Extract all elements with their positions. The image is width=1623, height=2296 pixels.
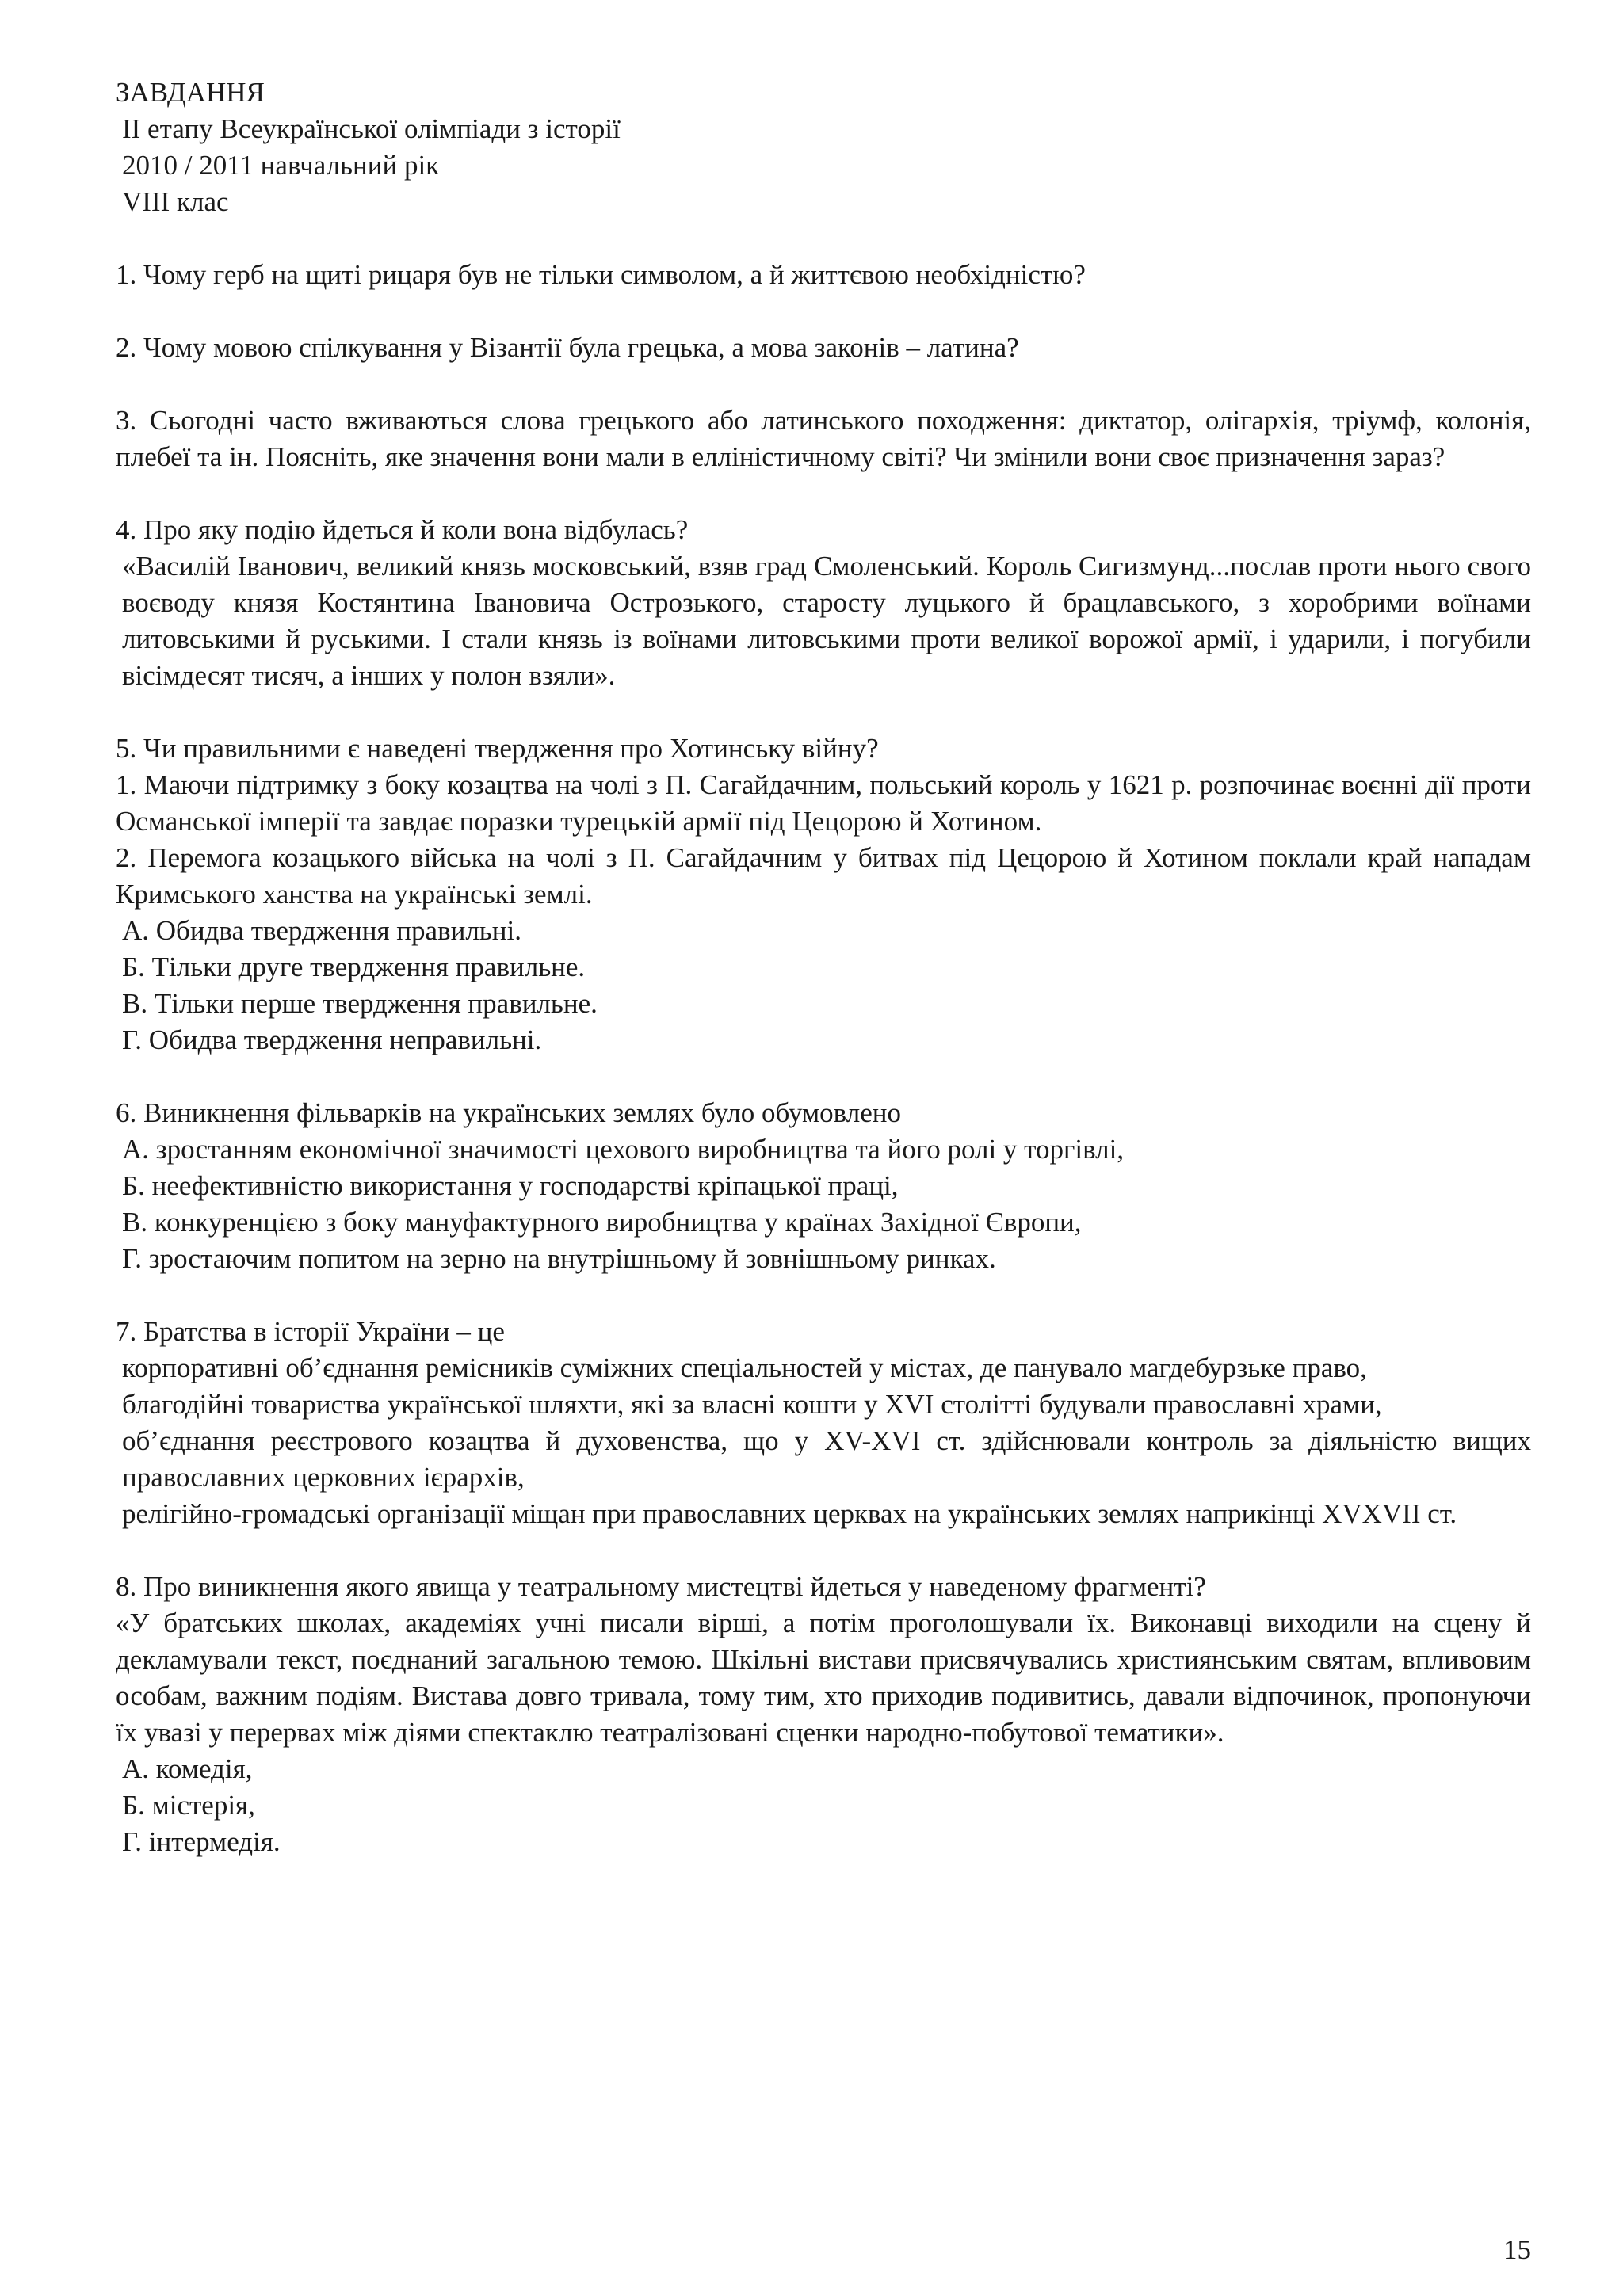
doc-title: ЗАВДАННЯ <box>116 77 265 108</box>
question-5-option: В. Тільки перше твердження правильне. <box>122 988 598 1019</box>
question-8-option: А. комедія, <box>122 1753 253 1784</box>
question-1: 1. Чому герб на щиті рицаря був не тільки символом, а й життєвою необхідністю? <box>116 259 1086 290</box>
question-7-option: релігійно-громадські організації міщан при православних церквах на українських землях наприкінці XVXVII ст. <box>122 1498 1457 1529</box>
question-5-option: Г. Обидва твердження неправильні. <box>122 1024 542 1055</box>
exam-page <box>116 74 1531 1860</box>
question-5-option: Б. Тільки друге твердження правильне. <box>122 952 586 982</box>
question-8-option: Г. інтермедія. <box>122 1826 281 1857</box>
question-5-statement-1: 1. Маючи підтримку з боку козацтва на чолі з П. Сагайдачним, польський король у 1621 р. розпочинає воєнні дії проти Османської імперії та завдає поразки турецькій армії під Цецорою й Хотином. <box>116 769 1531 837</box>
question-3: 3. Сьогодні часто вживаються слова грецького або латинського походження: диктатор, олігархія, тріумф, колонія, плебеї та ін. Поясніть, яке значення вони мали в елліністичному світі? Чи змінили вони своє призначення зараз? <box>116 405 1531 472</box>
question-7-option: об’єднання реєстрового козацтва й духовенства, що у XV-XVI ст. здійснювали контроль за діяльністю вищих православних церковних ієрархів, <box>122 1425 1531 1493</box>
question-4-quote: «Василій Іванович, великий князь московський, взяв град Смоленський. Король Сигизмунд...послав проти нього свого воєводу князя Костянтина Івановича Острозького, старосту луцького й брацлавського, з хоробрими воїнами литовськими й руськими. І стали князь із воїнами литовськими проти великої ворожої армії, і ударили, і погубили вісімдесят тисяч, а інших у полон взяли». <box>122 551 1531 691</box>
question-8: 8. Про виникнення якого явища у театральному мистецтві йдеться у наведеному фрагменті? <box>116 1571 1206 1602</box>
question-6-option: Г. зростаючим попитом на зерно на внутрішньому й зовнішньому ринках. <box>122 1243 996 1274</box>
question-5-option: А. Обидва твердження правильні. <box>122 915 521 946</box>
question-6-option: В. конкуренцією з боку мануфактурного виробництва у країнах Західної Європи, <box>122 1207 1082 1238</box>
doc-year: 2010 / 2011 навчальний рік <box>122 150 440 181</box>
page-number: 15 <box>1503 2234 1531 2265</box>
question-7: 7. Братства в історії України – це <box>116 1316 505 1347</box>
question-6-option: Б. неефективністю використання у господарстві кріпацької праці, <box>122 1170 899 1201</box>
question-2: 2. Чому мовою спілкування у Візантії була грецька, а мова законів – латина? <box>116 332 1019 363</box>
question-5: 5. Чи правильними є наведені твердження про Хотинську війну? <box>116 733 879 764</box>
question-7-option: корпоративні об’єднання ремісників суміжних спеціальностей у містах, де панувало магдебурзьке право, <box>122 1352 1367 1383</box>
doc-grade: VIII клас <box>122 186 229 217</box>
question-8-quote: «У братських школах, академіях учні писали вірші, а потім проголошували їх. Виконавці виходили на сцену й декламували текст, поєднаний загальною темою. Шкільні вистави присвячувались християнським святам, впливовим особам, важним подіям. Вистава довго тривала, тому тим, хто приходив подивитись, давали відпочинок, пропонуючи їх увазі у перервах між діями спектаклю театралізовані сценки народно-побутової тематики». <box>116 1608 1531 1748</box>
question-6-option: А. зростанням економічної значимості цехового виробництва та його ролі у торгівлі, <box>122 1134 1125 1165</box>
question-8-option: Б. містерія, <box>122 1790 255 1821</box>
question-7-option: благодійні товариства української шляхти, які за власні кошти у XVI столітті будували православні храми, <box>122 1389 1382 1420</box>
doc-stage: ІІ етапу Всеукраїнської олімпіади з історії <box>122 113 621 144</box>
question-6: 6. Виникнення фільварків на українських землях було обумовлено <box>116 1097 901 1128</box>
question-4: 4. Про яку подію йдеться й коли вона відбулась? <box>116 514 689 545</box>
question-5-statement-2: 2. Перемога козацького війська на чолі з П. Сагайдачним у битвах під Цецорою й Хотином поклали край нападам Кримського ханства на українські землі. <box>116 842 1531 910</box>
